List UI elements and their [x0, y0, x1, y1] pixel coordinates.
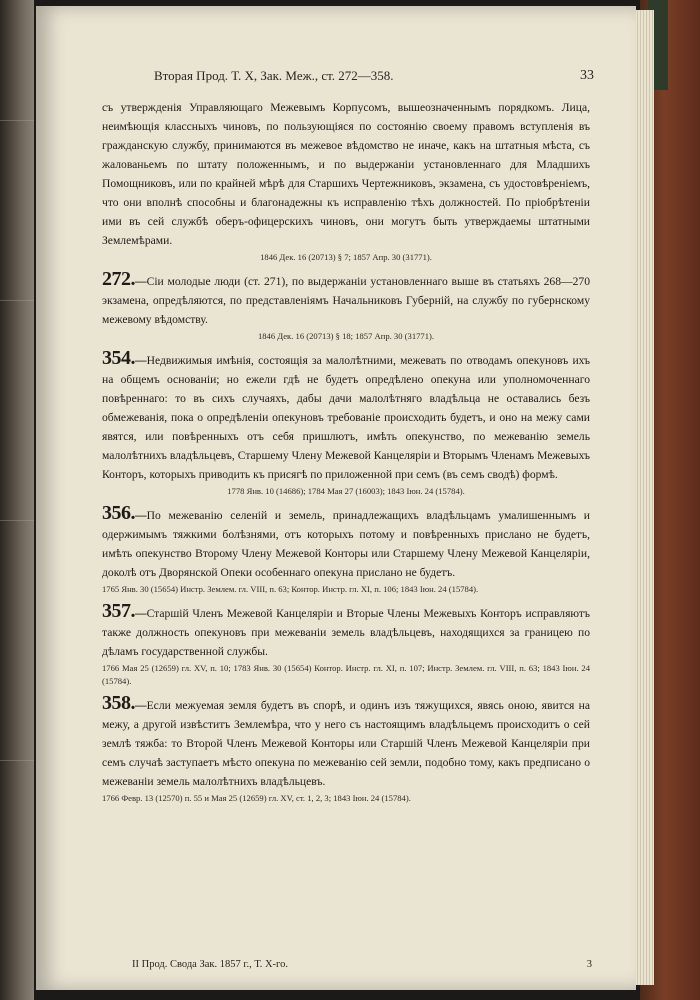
article-text: Если межуемая земля будетъ въ спорѣ, и одинъ изъ тяжущихся, явясь оною, явится на межу, а другой извѣститъ Землемѣра, что у него съ настоящимъ владѣльцемъ происходитъ о сей землѣ тяжба: то Второй Членъ Межевой Конторы или Старшій Членъ Межевой Канцеляріи при семъ случаѣ заступаетъ мѣсто опекуна по межеванію сей земли, подобно тому, какъ предписано о межеваніи земель малолѣтнихъ владѣльцевъ.	[102, 699, 590, 788]
article-number: 358.	[102, 692, 135, 714]
footer-sheet-number: 3	[586, 959, 592, 970]
article-272: 272.—Сіи молодые люди (ст. 271), по выдержаніи установленнаго выше въ статьяхъ 268—270 экзамена, опредѣляются, по представленіямъ Начальниковъ Губерній, на службу по губернскому межевому вѣдомству.	[102, 268, 590, 326]
page-number: 33	[580, 68, 594, 83]
page-footer	[132, 959, 592, 970]
article-text: Сіи молодые люди (ст. 271), по выдержаніи установленнаго выше въ статьяхъ 268—270 экзамена, опредѣляются, по представленіямъ Начальниковъ Губерній, на службу по губернскому межевому вѣдомству.	[102, 275, 590, 326]
footer-signature: II Прод. Свода Зак. 1857 г., Т. Х-го.	[132, 959, 288, 970]
article-356-reference: 1765 Янв. 30 (15654) Инстр. Землем. гл. VIII, п. 63; Контор. Инстр. гл. XI, п. 106; 1843 Іюн. 24 (15784).	[102, 584, 479, 594]
article-text: По межеванію селеній и земель, принадлежащихъ владѣльцамъ умалишеннымъ и одержимымъ тяжкими болѣзнями, отъ которыхъ потому и повѣренныхъ прислано не будетъ, имѣть опекунство Второму Члену Межевой Конторы или Старшему Члену Межевой Канцеляріи, доколѣ отъ Дворянской Опеки особеннаго опекуна прислано не будетъ.	[102, 509, 590, 579]
article-number: 354.	[102, 347, 135, 369]
article-354: 354.—Недвижимыя имѣнія, состоящія за малолѣтними, межевать по отводамъ опекуновъ ихъ на общемъ основаніи; но ежели гдѣ не будетъ опредѣлено опекуна или уполномоченнаго повѣреннаго: то въ сихъ случаяхъ, дабы дачи малолѣтняго владѣльца не оставались безъ обмежеванія, пока о опредѣленіи опекуновъ требованіе происходить будетъ, и оно на межу сами явятся, или повѣренныхъ отъ себя пришлютъ, имѣть опекунство, по межеванію земель малолѣтнихъ владѣльцевъ, Старшему Члену Межевой Канцеляріи и Вторымъ Членамъ Межевыхъ Конторъ, которыхъ приводить къ присягѣ по приложенной при семъ (въ семъ сводѣ) формѣ.	[102, 347, 590, 481]
article-number: 272.	[102, 268, 135, 290]
article-358-reference: 1766 Февр. 13 (12570) п. 55 и Мая 25 (12659) гл. XV, ст. 1, 2, 3; 1843 Іюн. 24 (15784).	[102, 793, 411, 803]
article-271-continuation: съ утвержденія Управляющаго Межевымъ Корпусомъ, вышеозначеннымъ порядкомъ. Лица, неимѣющія классныхъ чиновъ, по пользующіяся по состоянію своему правомъ вступленія въ гражданскую службу, принимаются въ межевое вѣдомство не иначе, какъ на штатныя мѣста, съ жалованьемъ по штату положеннымъ, и по выдержаніи установленнаго для Младшихъ Помощниковъ, или по крайней мѣрѣ для Старшихъ Чертежниковъ, экзамена, съ удостовѣреніемъ, что они вполнѣ способны и благонадежны къ исправленію тѣхъ должностей. По пріобрѣтеніи ими въ сей службѣ оберъ-офицерскихъ чиновъ, они могутъ быть утверждаемы штатными Землемѣрами.	[102, 101, 590, 247]
article-358: 358.—Если межуемая земля будетъ въ спорѣ, и одинъ изъ тяжущихся, явясь оною, явится на межу, а другой извѣститъ Землемѣра, что у него съ настоящимъ владѣльцемъ происходитъ о сей землѣ тяжба: то Второй Членъ Межевой Конторы или Старшій Членъ Межевой Канцеляріи при семъ случаѣ заступаетъ мѣсто опекуна по межеванію сей земли, подобно тому, какъ предписано о межеваніи земель малолѣтнихъ владѣльцевъ.	[102, 692, 590, 788]
previous-page-edge	[0, 0, 34, 1000]
article-number: 357.	[102, 600, 135, 622]
article-354-reference: 1778 Янв. 10 (14686); 1784 Мая 27 (16003); 1843 Іюн. 24 (15784).	[227, 486, 465, 496]
running-title: Вторая Прод. Т. X, Зак. Меж., ст. 272—358.	[154, 68, 394, 83]
book-page	[36, 6, 636, 990]
article-number: 356.	[102, 502, 135, 524]
article-356: 356.—По межеванію селеній и земель, принадлежащихъ владѣльцамъ умалишеннымъ и одержимымъ тяжкими болѣзнями, отъ которыхъ потому и повѣренныхъ прислано не будетъ, имѣть опекунство Второму Члену Межевой Конторы или Старшему Члену Межевой Канцеляріи, доколѣ отъ Дворянской Опеки особеннаго опекуна прислано не будетъ.	[102, 502, 590, 579]
article-271-reference: 1846 Дек. 16 (20713) § 7; 1857 Апр. 30 (31771).	[260, 252, 432, 262]
article-text: Старшій Членъ Межевой Канцеляріи и Вторые Члены Межевыхъ Конторъ исправляютъ также должность опекуновъ при межеваніи земель владѣльцевъ, находящихся за границею по дѣламъ государственной службы.	[102, 607, 590, 658]
article-357-reference: 1766 Мая 25 (12659) гл. XV, п. 10; 1783 Янв. 30 (15654) Контор. Инстр. гл. XI, п. 107; Инстр. Землем. гл. VIII, п. 63; 1843 Іюн. 24 (15784).	[102, 663, 590, 686]
article-357: 357.—Старшій Членъ Межевой Канцеляріи и Вторые Члены Межевыхъ Конторъ исправляютъ также должность опекуновъ при межеваніи земель владѣльцевъ, находящихся за границею по дѣламъ государственной службы.	[102, 600, 590, 658]
article-272-reference: 1846 Дек. 16 (20713) § 18; 1857 Апр. 30 (31771).	[257, 331, 435, 341]
page-body	[102, 98, 590, 808]
running-header	[154, 68, 594, 84]
article-text: Недвижимыя имѣнія, состоящія за малолѣтними, межевать по отводамъ опекуновъ ихъ на общемъ основаніи; но ежели гдѣ не будетъ опредѣлено опекуна или уполномоченнаго повѣреннаго: то въ сихъ случаяхъ, дабы дачи малолѣтняго владѣльца не оставались безъ обмежеванія, пока о опредѣленіи опекуновъ требованіе происходить будетъ, и оно на межу сами явятся, или повѣренныхъ отъ себя пришлютъ, имѣть опекунство, по межеванію земель малолѣтнихъ владѣльцевъ, Старшему Члену Межевой Канцеляріи и Вторымъ Членамъ Межевыхъ Конторъ, которыхъ приводить къ присягѣ по приложенной при семъ (въ семъ сводѣ) формѣ.	[102, 354, 590, 481]
